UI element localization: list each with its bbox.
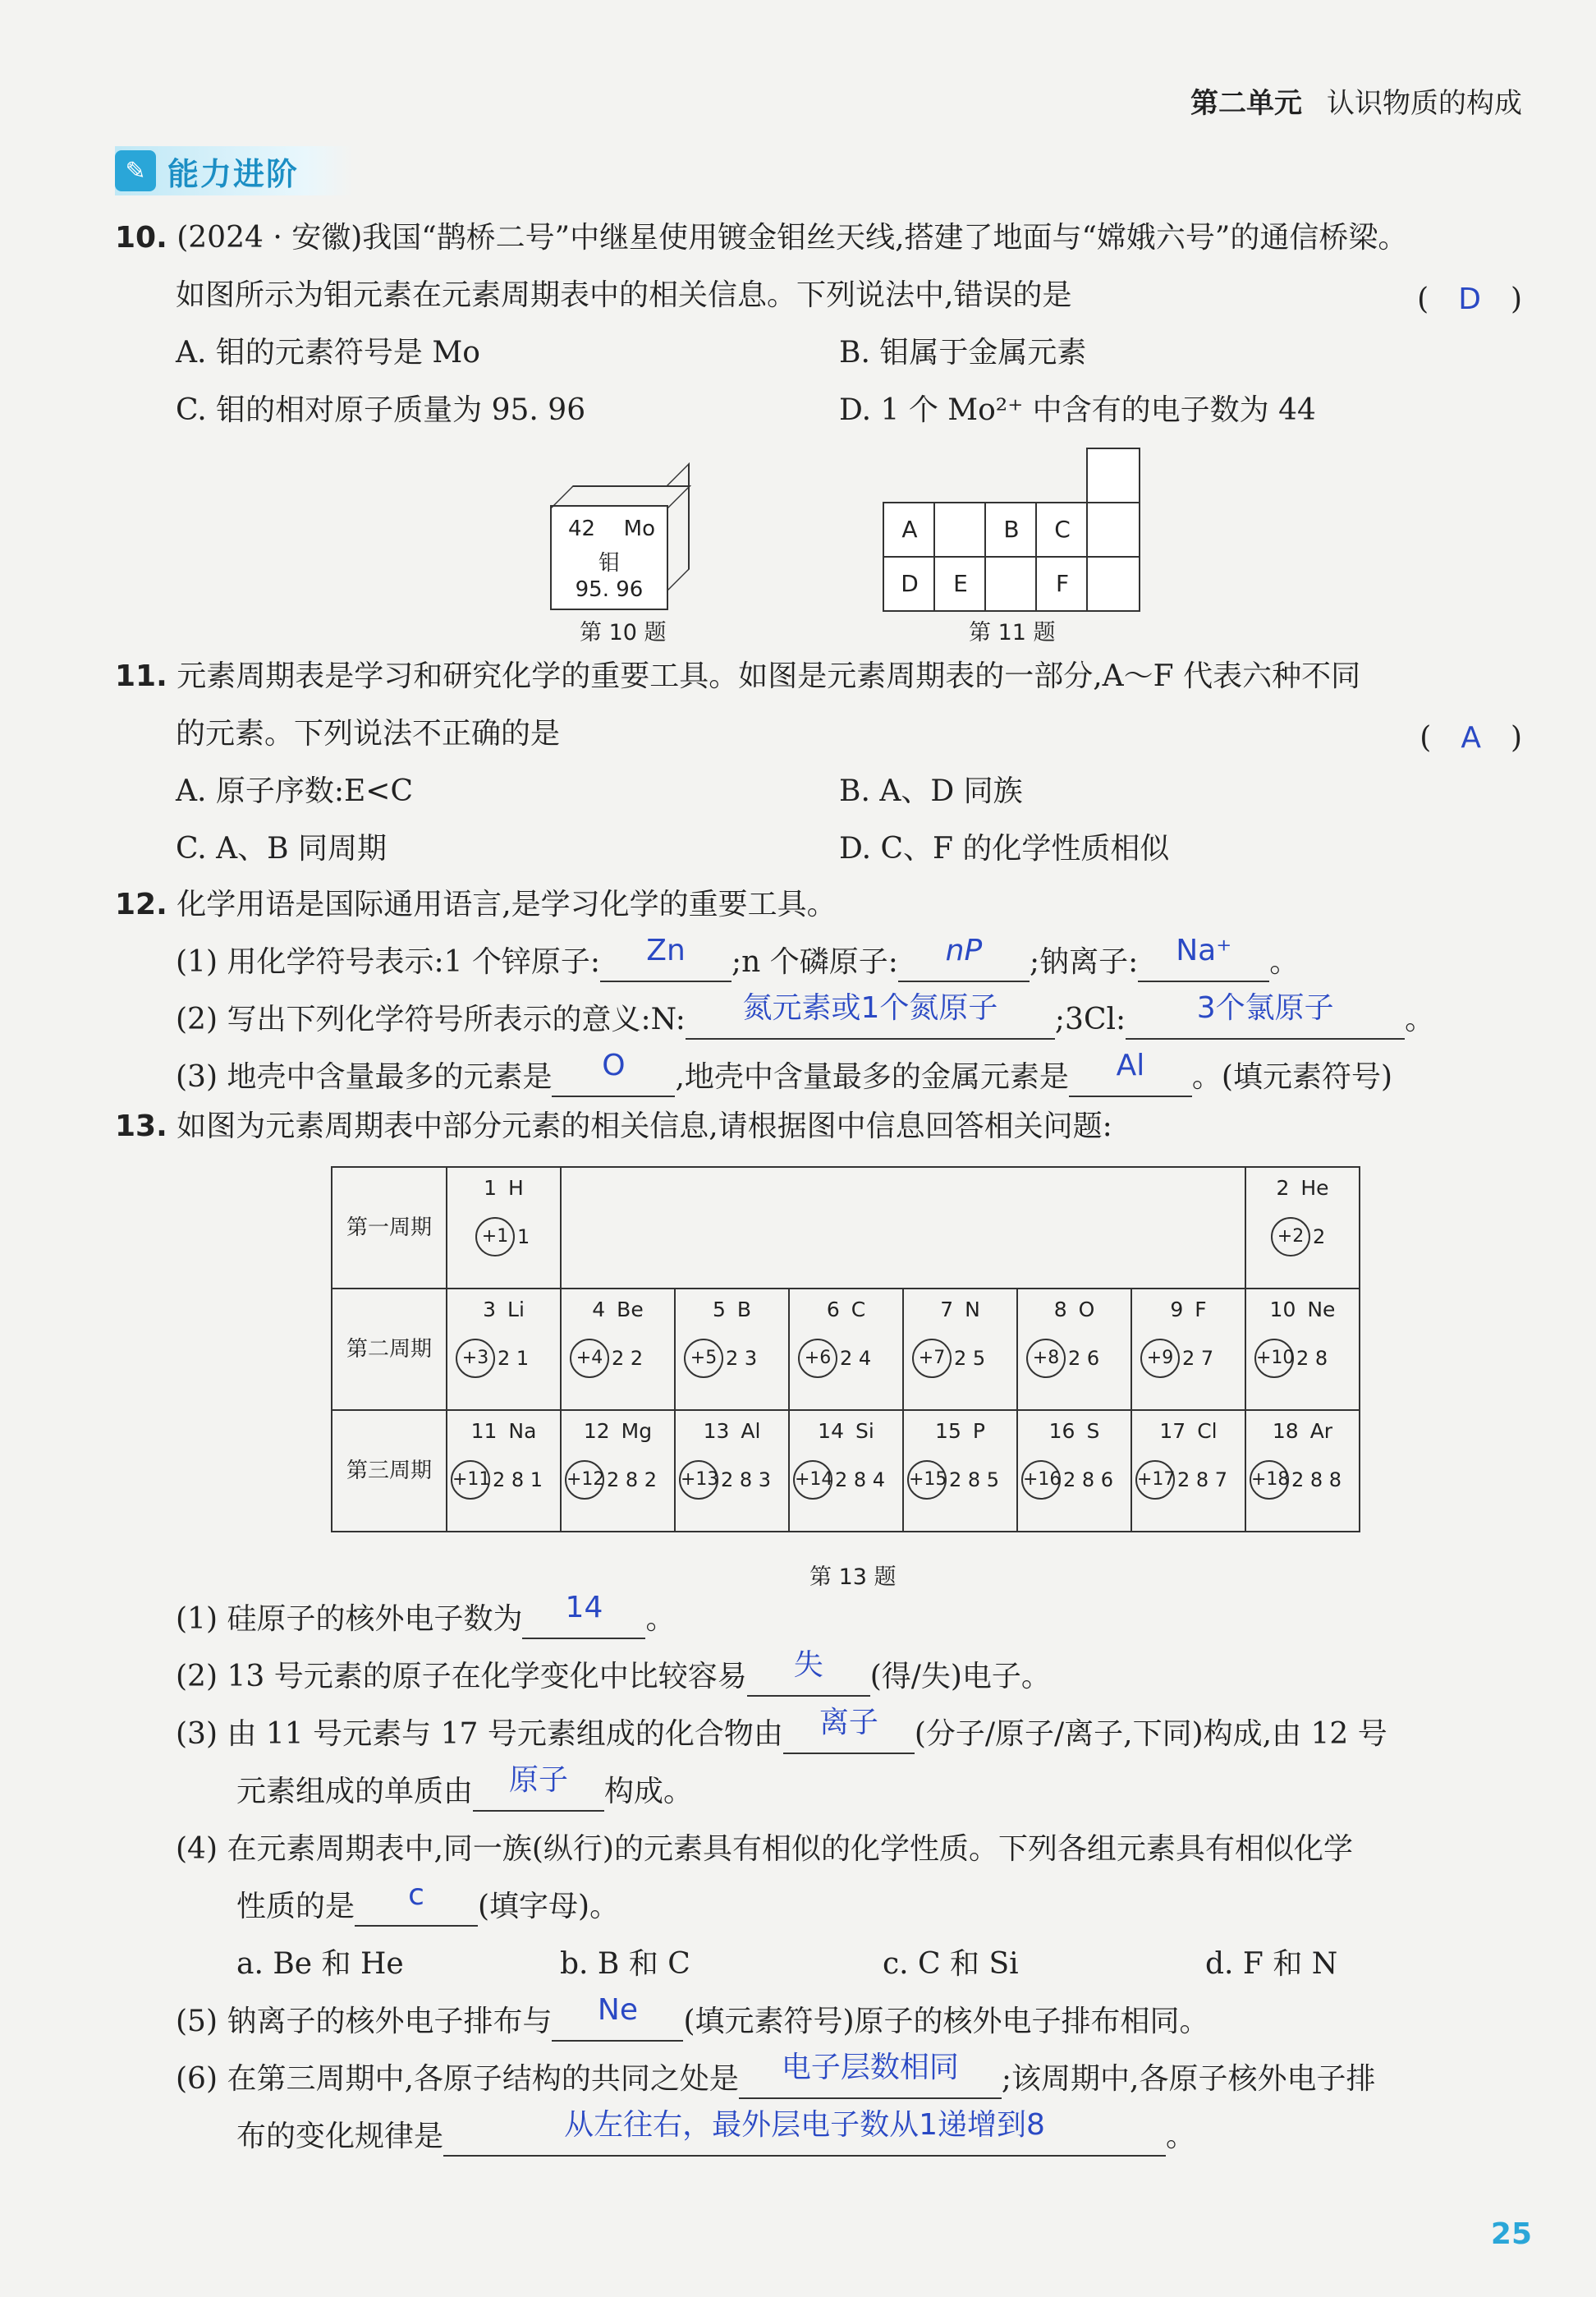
- element-cell: [1131, 1410, 1245, 1532]
- nucleus: +3: [456, 1339, 495, 1378]
- q13-s6d: 。: [1166, 2120, 1196, 2153]
- q10-option-d: D. 1 个 Mo²⁺ 中含有的电子数为 44: [839, 393, 1316, 427]
- element-cell: [447, 1289, 561, 1410]
- q12-p1a: (1) 用化学符号表示:1 个锌原子:: [176, 945, 601, 979]
- shells: 2 8 3: [721, 1468, 772, 1491]
- q10-answer-paren: ( D ): [1417, 283, 1522, 316]
- q13-sub6-line2: [236, 2108, 1196, 2157]
- element-cell: [903, 1410, 1017, 1532]
- q13-s3c: 元素组成的单质由: [236, 1775, 474, 1808]
- element-cell: [789, 1410, 903, 1532]
- period-label-3: 第三周期: [332, 1410, 447, 1532]
- q12-p3a: (3) 地壳中含量最多的元素是: [176, 1060, 553, 1094]
- nucleus: +2: [1271, 1217, 1310, 1256]
- el-number: 8: [1053, 1298, 1067, 1321]
- el-symbol: Ne: [1307, 1298, 1336, 1321]
- q12-p2b-answer: 3个氯原子: [1196, 991, 1334, 1025]
- shells: 2: [1313, 1225, 1326, 1248]
- grid-cell-b: B: [984, 502, 1039, 558]
- nucleus: +8: [1026, 1339, 1066, 1378]
- q12-part2: [176, 991, 1435, 1040]
- el-number: 7: [940, 1298, 954, 1321]
- grid-cell: [1086, 448, 1140, 503]
- q11-answer-paren: ( A ): [1419, 721, 1522, 755]
- answer-blank[interactable]: [739, 2051, 1002, 2099]
- q10-option-a: A. 钼的元素符号是 Mo: [176, 336, 480, 370]
- el-symbol: Be: [617, 1298, 644, 1321]
- shells: 2 8 6: [1063, 1468, 1114, 1491]
- period-row-3: [332, 1410, 1360, 1532]
- shells: 2 7: [1182, 1347, 1214, 1370]
- answer-blank[interactable]: [747, 1648, 870, 1697]
- el-number: 18: [1272, 1419, 1299, 1443]
- el-symbol: Mg: [621, 1419, 653, 1443]
- q11-option-a: A. 原子序数:E<C: [176, 774, 414, 808]
- q10-option-c: C. 钼的相对原子质量为 95. 96: [176, 393, 586, 427]
- q13-s2-answer: 失: [793, 1648, 823, 1682]
- period-label-2: 第二周期: [332, 1289, 447, 1410]
- nucleus: +15: [907, 1460, 947, 1500]
- answer-blank[interactable]: [355, 1878, 478, 1927]
- nucleus: +11: [451, 1460, 490, 1500]
- q12-p1c-answer: Na⁺: [1176, 934, 1232, 967]
- q13-s5a: (5) 钠离子的核外电子排布与: [176, 2005, 553, 2038]
- q10-text1: (2024 · 安徽)我国“鹊桥二号”中继星使用镀金钼丝天线,搭建了地面与“嫦娥六号”的通信桥梁。: [177, 221, 1408, 255]
- q12-p1b: ;n 个磷原子:: [732, 945, 898, 979]
- q10-number: 10.: [115, 221, 167, 255]
- el-symbol: C: [851, 1298, 866, 1321]
- q12-intro-line: [115, 885, 837, 925]
- q13-s3-answer2: 原子: [509, 1763, 569, 1797]
- shells: 2 8: [1296, 1347, 1328, 1370]
- q12-part3: [176, 1049, 1392, 1097]
- element-cell: [675, 1410, 789, 1532]
- mo-number: 42: [568, 517, 596, 541]
- q13-sub3-line1: [176, 1706, 1387, 1754]
- empty-gap: [561, 1167, 1245, 1289]
- q13-s1-answer: 14: [565, 1591, 603, 1624]
- q13-sub6-line1: [176, 2051, 1376, 2099]
- el-symbol: P: [972, 1419, 985, 1443]
- element-cell: [447, 1410, 561, 1532]
- shells: 2 8 1: [493, 1468, 543, 1491]
- el-symbol: Li: [507, 1298, 525, 1321]
- q13-s3b: (分子/原子/离子,下同)构成,由 12 号: [914, 1717, 1387, 1751]
- answer-blank[interactable]: [1069, 1049, 1192, 1097]
- section-banner: [115, 146, 353, 195]
- shells: 2 8 7: [1177, 1468, 1228, 1491]
- el-symbol: F: [1195, 1298, 1207, 1321]
- el-symbol: Na: [508, 1419, 537, 1443]
- q12-p2a: (2) 写出下列化学符号所表示的意义:N:: [176, 1003, 686, 1036]
- nucleus: +10: [1254, 1339, 1294, 1378]
- el-number: 3: [483, 1298, 497, 1321]
- q13-s6b: ;该周期中,各原子核外电子排: [1001, 2062, 1376, 2096]
- pencil-icon: ✎: [115, 150, 156, 191]
- q12-p2b: ;3Cl:: [1054, 1003, 1126, 1036]
- q13-s2a: (2) 13 号元素的原子在化学变化中比较容易: [176, 1660, 747, 1693]
- nucleus: +17: [1135, 1460, 1175, 1500]
- q10-answer: D: [1458, 283, 1481, 316]
- nucleus: +1: [475, 1217, 515, 1256]
- el-symbol: Ar: [1309, 1419, 1333, 1443]
- element-cell: [1245, 1410, 1360, 1532]
- q12-p1c: ;钠离子:: [1029, 945, 1139, 979]
- q12-p3b: ,地壳中含量最多的金属元素是: [675, 1060, 1069, 1094]
- q13-s4-answer: c: [408, 1878, 424, 1912]
- mo-symbol: Mo: [623, 517, 655, 541]
- element-cell: [1245, 1289, 1360, 1410]
- element-cell: [789, 1289, 903, 1410]
- el-number: 10: [1269, 1298, 1296, 1321]
- el-number: 14: [818, 1419, 844, 1443]
- q12-number: 12.: [115, 888, 167, 921]
- element-cell-he: [1245, 1167, 1360, 1289]
- el-symbol: Cl: [1197, 1419, 1218, 1443]
- answer-blank[interactable]: [600, 934, 732, 982]
- q11-option-b: B. A、D 同族: [839, 774, 1023, 808]
- q11-option-c: C. A、B 同周期: [176, 832, 388, 866]
- el-symbol: B: [736, 1298, 752, 1321]
- answer-blank[interactable]: [552, 1049, 675, 1097]
- el-number: 9: [1170, 1298, 1184, 1321]
- shells: 2 8 4: [835, 1468, 886, 1491]
- q13-sub4-line1: (4) 在元素周期表中,同一族(纵行)的元素具有相似的化学性质。下列各组元素具有相似化学: [176, 1832, 1353, 1866]
- q13-s3d: 构成。: [604, 1775, 694, 1808]
- element-cell: [1017, 1289, 1131, 1410]
- q12-p1a-answer: Zn: [646, 934, 686, 967]
- answer-blank[interactable]: [552, 1993, 683, 2042]
- q10-line1: [115, 218, 1407, 258]
- grid-cell: [984, 556, 1039, 612]
- el-symbol: He: [1300, 1176, 1329, 1200]
- q13-s6-answer1: 电子层数相同: [781, 2051, 959, 2084]
- period-label-1: 第一周期: [332, 1167, 447, 1289]
- el-number: 13: [703, 1419, 730, 1443]
- q12-p3b-answer: Al: [1116, 1049, 1145, 1082]
- q11-number: 11.: [115, 659, 167, 693]
- q11-line1: [115, 657, 1360, 696]
- q13-s5b: (填元素符号)原子的核外电子排布相同。: [683, 2005, 1209, 2038]
- periodic-table: [331, 1166, 1360, 1532]
- page-number: 25: [1490, 2217, 1532, 2251]
- q13-s4c: (填字母)。: [478, 1890, 620, 1923]
- el-symbol: O: [1078, 1298, 1095, 1321]
- q13-intro: 如图为元素周期表中部分元素的相关信息,请根据图中信息回答相关问题:: [177, 1109, 1112, 1143]
- el-number: 11: [470, 1419, 498, 1443]
- q12-p2a-answer: 氮元素或1个氮原子: [742, 991, 998, 1025]
- q13-s6-answer2: 从左往右，最外层电子数从1递增到8: [564, 2108, 1045, 2142]
- el-symbol: Al: [741, 1419, 761, 1443]
- q10-option-b: B. 钼属于金属元素: [839, 336, 1087, 370]
- nucleus: +4: [570, 1339, 609, 1378]
- element-cell: [903, 1289, 1017, 1410]
- grid-cell: [1086, 502, 1140, 558]
- el-number: 1: [484, 1176, 498, 1200]
- grid-cell-d: D: [883, 556, 937, 612]
- q12-p3a-answer: O: [602, 1049, 626, 1082]
- shells: 2 2: [612, 1347, 644, 1370]
- q13-s4-option-b: b. B 和 C: [560, 1947, 690, 1981]
- shells: 2 8 5: [949, 1468, 1000, 1491]
- q13-s6a: (6) 在第三周期中,各原子结构的共同之处是: [176, 2062, 739, 2096]
- shells: 2 3: [726, 1347, 758, 1370]
- answer-blank[interactable]: [473, 1763, 604, 1812]
- element-cell-h: [447, 1167, 561, 1289]
- nucleus: +12: [565, 1460, 604, 1500]
- answer-blank[interactable]: [443, 2108, 1166, 2157]
- page-header: [1190, 80, 1522, 121]
- grid-cell-c: C: [1035, 502, 1089, 558]
- el-number: 16: [1048, 1419, 1075, 1443]
- grid-cell-f: F: [1035, 556, 1089, 612]
- answer-blank[interactable]: [898, 934, 1030, 982]
- mo-name: 钼: [598, 551, 620, 576]
- q11-caption: 第 11 题: [969, 620, 1056, 645]
- el-number: 2: [1276, 1176, 1290, 1200]
- nucleus: +13: [679, 1460, 718, 1500]
- el-number: 5: [712, 1298, 726, 1321]
- grid-cell: [933, 502, 988, 558]
- nucleus: +16: [1021, 1460, 1061, 1500]
- q13-s1a: (1) 硅原子的核外电子数为: [176, 1602, 523, 1636]
- q12-p2c: 。: [1405, 1003, 1435, 1036]
- el-number: 4: [592, 1298, 606, 1321]
- el-number: 17: [1159, 1419, 1186, 1443]
- period-row-1: [332, 1167, 1360, 1289]
- element-cell: [675, 1289, 789, 1410]
- q13-number: 13.: [115, 1109, 167, 1143]
- answer-blank[interactable]: [1138, 934, 1269, 982]
- period-row-2: [332, 1289, 1360, 1410]
- answer-blank[interactable]: [522, 1591, 645, 1639]
- q13-s4-option-a: a. Be 和 He: [236, 1947, 404, 1981]
- shells: 2 4: [840, 1347, 872, 1370]
- q13-sub5: [176, 1993, 1209, 2042]
- q13-s2b: (得/失)电子。: [869, 1660, 1051, 1693]
- nucleus: +9: [1140, 1339, 1180, 1378]
- molybdenum-element-cell: [550, 505, 668, 610]
- q13-s4-option-c: c. C 和 Si: [883, 1947, 1019, 1981]
- el-number: 12: [583, 1419, 610, 1443]
- q12-p1b-answer: nP: [945, 934, 983, 967]
- q13-s1b: 。: [645, 1602, 676, 1636]
- shells: 2 1: [498, 1347, 530, 1370]
- el-number: 6: [826, 1298, 840, 1321]
- q13-sub4-line2: [236, 1878, 620, 1927]
- element-cell: [1131, 1289, 1245, 1410]
- q12-intro: 化学用语是国际通用语言,是学习化学的重要工具。: [177, 888, 837, 921]
- q10-line2: 如图所示为钼元素在元素周期表中的相关信息。下列说法中,错误的是: [176, 278, 1072, 312]
- el-symbol: Si: [855, 1419, 874, 1443]
- q10-caption: 第 10 题: [580, 620, 667, 645]
- element-cell: [561, 1410, 675, 1532]
- el-symbol: N: [965, 1298, 980, 1321]
- q13-sub3-line2: [236, 1763, 694, 1812]
- q13-intro-line: [115, 1107, 1112, 1146]
- q11-option-d: D. C、F 的化学性质相似: [839, 832, 1170, 866]
- shells: 1: [517, 1225, 530, 1248]
- q13-sub1: [176, 1591, 676, 1639]
- nucleus: +6: [798, 1339, 837, 1378]
- answer-blank[interactable]: [783, 1706, 915, 1754]
- q12-p1d: 。: [1269, 945, 1300, 979]
- nucleus: +5: [684, 1339, 723, 1378]
- q13-caption: 第 13 题: [809, 1564, 897, 1590]
- shells: 2 5: [954, 1347, 986, 1370]
- q13-s5-answer: Ne: [597, 1993, 638, 2027]
- q11-text1: 元素周期表是学习和研究化学的重要工具。如图是元素周期表的一部分,A～F 代表六种不同: [177, 659, 1361, 693]
- answer-blank[interactable]: [686, 991, 1055, 1040]
- shells: 2 8 8: [1291, 1468, 1342, 1491]
- nucleus: +14: [793, 1460, 832, 1500]
- q11-answer: A: [1461, 721, 1481, 755]
- el-symbol: H: [508, 1176, 524, 1200]
- element-cell: [561, 1289, 675, 1410]
- q13-s3a: (3) 由 11 号元素与 17 号元素组成的化合物由: [176, 1717, 783, 1751]
- q13-s4-option-d: d. F 和 N: [1205, 1947, 1338, 1981]
- q12-part1: [176, 934, 1300, 982]
- nucleus: +18: [1250, 1460, 1289, 1500]
- mo-mass: 95. 96: [575, 577, 644, 602]
- grid-cell: [1086, 556, 1140, 612]
- q11-line2: 的元素。下列说法不正确的是: [176, 717, 561, 751]
- unit-title: 认识物质的构成: [1327, 87, 1522, 120]
- q13-sub2: [176, 1648, 1051, 1697]
- element-cell: [1017, 1410, 1131, 1532]
- q13-s4b: 性质的是: [236, 1890, 355, 1923]
- q12-p3c: 。(填元素符号): [1191, 1060, 1392, 1094]
- el-symbol: S: [1086, 1419, 1100, 1443]
- answer-blank[interactable]: [1126, 991, 1405, 1040]
- shells: 2 8 2: [607, 1468, 658, 1491]
- grid-cell-e: E: [933, 556, 988, 612]
- shells: 2 6: [1068, 1347, 1100, 1370]
- grid-cell-a: A: [883, 502, 937, 558]
- nucleus: +7: [912, 1339, 952, 1378]
- unit-label: 第二单元: [1190, 87, 1302, 120]
- q13-s6c: 布的变化规律是: [236, 2120, 444, 2153]
- q13-s3-answer1: 离子: [819, 1706, 878, 1739]
- section-title: 能力进阶: [167, 155, 300, 192]
- el-number: 15: [935, 1419, 961, 1443]
